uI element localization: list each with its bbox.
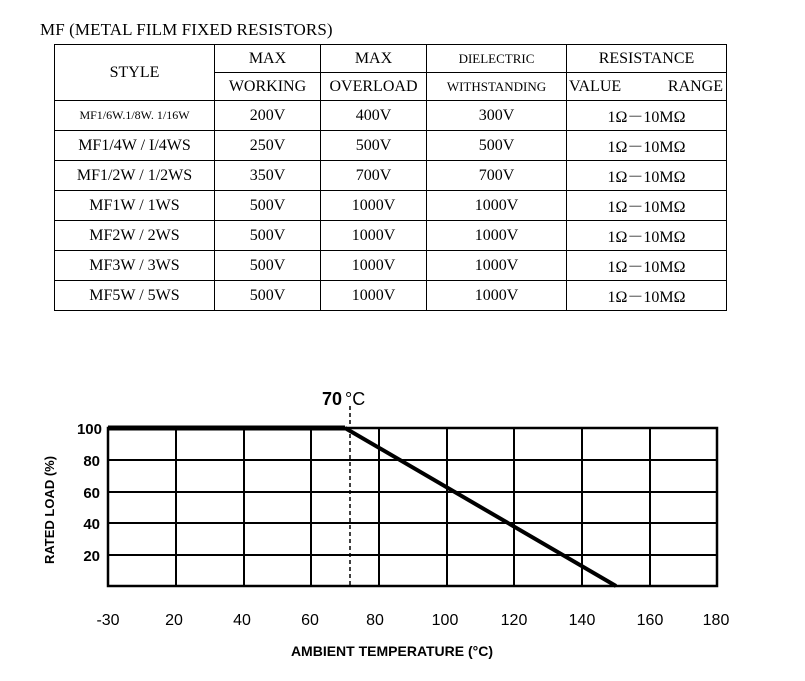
table-row: [55, 251, 727, 281]
cell-range: 1Ω－10MΩ: [567, 131, 727, 161]
y-tick-label: 80: [83, 453, 100, 470]
table-row: [55, 281, 727, 311]
y-tick-label: 60: [83, 485, 100, 502]
cell-style: MF1W / 1WS: [55, 191, 215, 221]
cell-style: MF1/2W / 1/2WS: [55, 161, 215, 191]
cell-style: MF1/4W / I/4WS: [55, 131, 215, 161]
x-tick-label: 60: [301, 612, 319, 629]
cell-working: 200V: [215, 101, 321, 131]
cell-dielectric: 500V: [427, 131, 567, 161]
series-segment-derating: [345, 428, 616, 586]
table-row: [55, 131, 727, 161]
series-line-group: [108, 428, 616, 586]
cell-working: 500V: [215, 191, 321, 221]
cell-dielectric: 300V: [427, 101, 567, 131]
cell-overload: 1000V: [321, 221, 427, 251]
header-dielectric-1: DIELECTRIC: [427, 45, 567, 73]
annotation-70c-value: 70: [322, 389, 343, 409]
y-axis-label: RATED LOAD (%): [42, 455, 57, 565]
y-tick-label: 100: [76, 421, 102, 438]
cell-range: 1Ω－10MΩ: [567, 221, 727, 251]
cell-dielectric: 1000V: [427, 191, 567, 221]
annotation-70c-unit: °C: [345, 389, 366, 409]
header-max-working-1: MAX: [215, 45, 321, 73]
cell-overload: 1000V: [321, 191, 427, 221]
header-style: STYLE: [55, 45, 215, 101]
cell-range: 1Ω－10MΩ: [567, 191, 727, 221]
spec-table: [54, 44, 727, 311]
table-row: [55, 101, 727, 131]
table-row: [55, 221, 727, 251]
x-tick-label: 100: [431, 612, 459, 629]
cell-range: 1Ω－10MΩ: [567, 281, 727, 311]
table-row: [55, 161, 727, 191]
document-title: MF (METAL FILM FIXED RESISTORS): [40, 20, 333, 39]
derating-chart: [0, 360, 805, 681]
x-axis-label: AMBIENT TEMPERATURE (°C): [290, 643, 494, 659]
y-tick-label: 20: [83, 548, 100, 565]
x-tick-label: -30: [96, 612, 120, 629]
cell-style: MF3W / 3WS: [55, 251, 215, 281]
cell-dielectric: 1000V: [427, 221, 567, 251]
cell-range: 1Ω－10MΩ: [567, 161, 727, 191]
table-row: [55, 191, 727, 221]
x-tick-label: 140: [568, 612, 596, 629]
cell-style: MF1/6W.1/8W. 1/16W: [55, 101, 215, 131]
cell-dielectric: 1000V: [427, 281, 567, 311]
cell-style: MF5W / 5WS: [55, 281, 215, 311]
cell-working: 500V: [215, 251, 321, 281]
cell-overload: 700V: [321, 161, 427, 191]
cell-style: MF2W / 2WS: [55, 221, 215, 251]
cell-working: 250V: [215, 131, 321, 161]
cell-overload: 1000V: [321, 251, 427, 281]
cell-overload: 500V: [321, 131, 427, 161]
x-tick-label: 40: [233, 612, 251, 629]
x-tick-label: 180: [702, 612, 730, 629]
header-max-overload-2: OVERLOAD: [321, 73, 427, 101]
cell-range: 1Ω－10MΩ: [567, 101, 727, 131]
cell-range: 1Ω－10MΩ: [567, 251, 727, 281]
plot-frame: [108, 428, 717, 586]
cell-working: 500V: [215, 281, 321, 311]
x-tick-label: 20: [165, 612, 183, 629]
x-tick-label: 160: [636, 612, 664, 629]
header-dielectric-2: WITHSTANDING: [427, 73, 567, 101]
cell-dielectric: 1000V: [427, 251, 567, 281]
header-max-overload-1: MAX: [321, 45, 427, 73]
x-tick-label: 120: [500, 612, 528, 629]
header-resistance-value: VALUE: [569, 77, 622, 95]
cell-dielectric: 700V: [427, 161, 567, 191]
y-tick-labels: [77, 421, 102, 565]
header-resistance-range: RANGE: [667, 77, 723, 95]
cell-working: 350V: [215, 161, 321, 191]
cell-working: 500V: [215, 221, 321, 251]
x-tick-label: 80: [366, 612, 384, 629]
x-tick-labels: [96, 612, 729, 629]
plot-grid: [108, 428, 717, 586]
cell-overload: 400V: [321, 101, 427, 131]
header-resistance-2: [567, 73, 727, 101]
header-max-working-2: WORKING: [215, 73, 321, 101]
cell-overload: 1000V: [321, 281, 427, 311]
header-resistance-1: RESISTANCE: [567, 45, 727, 73]
y-tick-label: 40: [83, 516, 100, 533]
